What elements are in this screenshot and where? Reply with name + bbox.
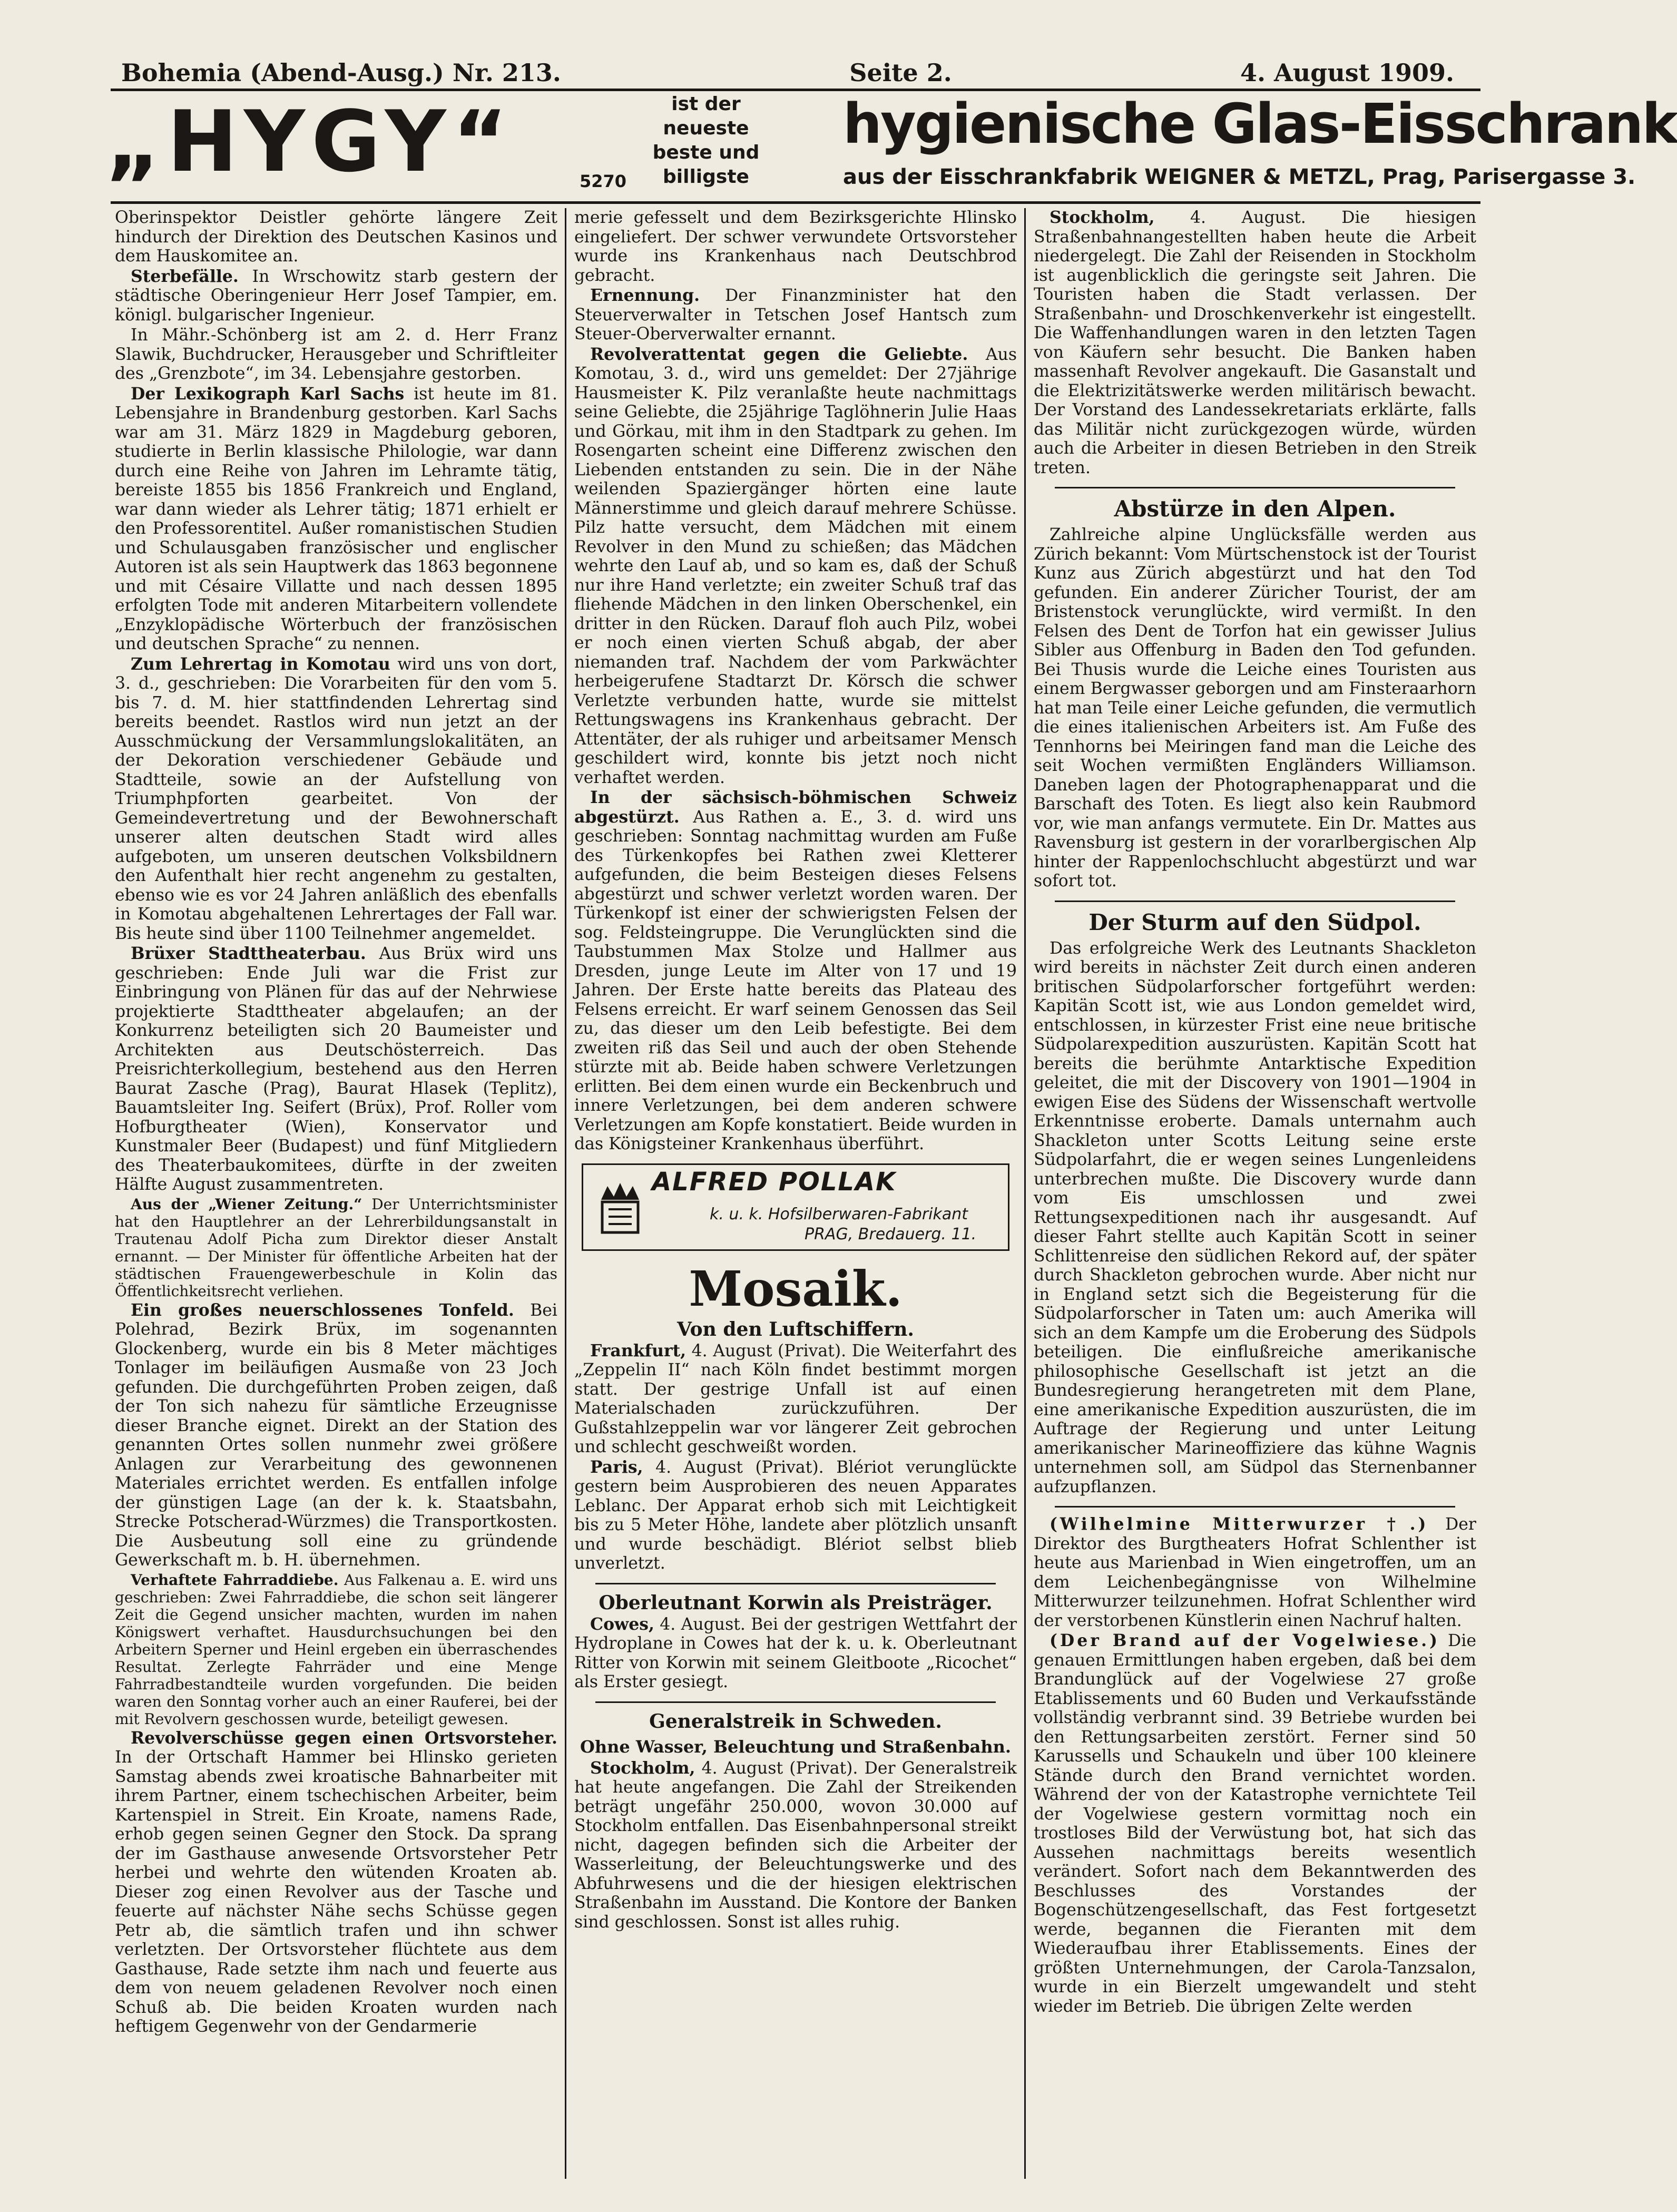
article-kicker: (Wilhelmine Mitterwurzer †.) <box>1050 1514 1429 1534</box>
hygy-subline: aus der Eisschrankfabrik WEIGNER & METZL, Prag, Parisergasse 3. <box>843 165 1636 189</box>
article-sterbefaelle <box>115 267 557 325</box>
article-kicker: Frankfurt, <box>590 1340 687 1361</box>
article-mitterwurzer <box>1034 1515 1476 1630</box>
page-number: Seite 2. <box>849 58 952 87</box>
section-rule <box>1055 901 1455 902</box>
article-body: Aus Brüx wird uns geschrieben: Ende Juli war die Frist zur Einbringung von Plänen für das auf der Nehrwiese projektierte Stadttheater abgelaufen; an der Konkurrenz beteiligten sich 20 Baumeister und Architekten aus Deutschösterreich. Das Preisrichterkollegium, bestehend aus den Herren Baurat Zasche (Prag), Baurat Hlasek (Teplitz), Bauamtsleiter Ing. Seifert (Brüx), Prof. Roller vom Hofburgtheater (Wien), Konservator und Kunstmaler Beer (Budapest) und fünf Mitgliedern des Theaterbaukomitees, dürfte in der zweiten Hälfte August zusammentreten. <box>115 944 558 1194</box>
article-frankfurt <box>574 1342 1017 1457</box>
subheadline-generalstreik: Ohne Wasser, Beleuchtung und Straßenbahn. <box>580 1736 1011 1757</box>
article-kicker: Revolverschüsse gegen einen Ortsvorsteher. <box>131 1728 557 1748</box>
article-fahrraddiebe <box>115 1571 557 1728</box>
article-body: 4. August (Privat). Blériot verunglückte gestern beim Ausprobieren des neuen Apparates Leblanc. Der Apparat erhob sich mit Leichtigkeit bis zu 5 Meter Höhe, landete aber plötzlich unsanft und wurde beschädigt. Blériot selbst blieb unverletzt. <box>574 1457 1017 1573</box>
running-head <box>121 45 1454 87</box>
article-kicker: Aus der „Wiener Zeitung.“ <box>131 1195 362 1213</box>
article-body: 4. August (Privat). Der Generalstreik hat heute angefangen. Die Zahl der Streikenden beträgt ungefähr 250.000, wovon 30.000 auf Stockholm entfallen. Das Eisenbahnpersonal streikt nicht, dagegen befinden sich die Arbeiter der Wasserleitung, der Beleuchtungswerke und des Abfuhrwesens und die der hiesigen elektrischen Straßenbahn im Ausstand. Die Kontore der Banken sind geschlossen. Sonst ist alles ruhig. <box>574 1758 1017 1932</box>
column-separator-1 <box>565 208 566 2179</box>
article-body: Der Unterrichtsminister hat den Hauptlehrer an der Lehrerbildungsanstalt in Trautenau Adolf Picha zum Direktor dieser Anstalt ernannt. — Der Minister für öffentliche Arbeiten hat der städtischen Frauengewerbeschule in Kolin das Öffentlichkeitsrecht verliehen. <box>115 1195 558 1300</box>
section-title-mosaik: Mosaik. <box>689 1260 903 1317</box>
column-2 <box>574 208 1017 2179</box>
article-body: Bei Polehrad, Bezirk Brüx, im sogenannten Glockenberg, wurde ein bis 8 Meter mächtiges Tonlager im beiläufigen Ausmaße von 23 Joch gefunden. Die durchgeführten Proben zeigen, daß der Ton sich nahezu für sämtliche Erzeugnisse dieser Branche eignet. Direkt an der Station des genannten Ortes sollen nunmehr zwei größere Anlagen zur Verarbeitung des gewonnenen Materiales errichtet werden. Es entfallen infolge der günstigen Lage (an der k. k. Staatsbahn, Strecke Potscherad-Würzmes) die Transportkosten. Die Ausbeutung soll eine zu gründende Gewerkschaft m. b. H. übernehmen. <box>115 1300 557 1570</box>
header-rule <box>111 89 1480 91</box>
article-cowes <box>574 1615 1017 1692</box>
article-body: Die genauen Ermittlungen haben ergeben, daß bei dem Brandunglück auf der Vogelwiese 27 große Etablissements und 60 Buden und Verkaufsstände vollständig verbrannt sind. 39 Betriebe wurden bei den Rettungsarbeiten zerstört. Ferner sind 50 Karussells und Schaukeln und über 100 kleinere Stände durch den Brand vernichtet worden. Während der von der Katastrophe vernichtete Teil der Vogelwiese gestern vormittag noch ein trostloses Bild der Verwüstung bot, hat sich das Aussehen nachmittags bereits wesentlich verändert. Sofort nach dem Bekanntwerden des Beschlusses des Vorstandes der Bogenschützengesellschaft, das Fest fortgesetzt werde, begannen die Fieranten mit dem Wiederaufbau ihrer Etablissements. Eines der größten Unternehmungen, der Carola-Tanzsalon, wurde in ein Bierzelt umgewandelt und steht wieder im Betrieb. Die übrigen Zelte werden <box>1034 1631 1477 2016</box>
hygy-advertisement <box>105 92 1677 198</box>
hygy-headline: hygienische Glas-Eisschrank <box>843 92 1677 156</box>
article-paragraph: In Mähr.-Schönberg ist am 2. d. Herr Franz Slawik, Buchdrucker, Herausgeber und Schriftleiter des „Grenzbote“, im 34. Lebensjahre gestorben. <box>115 326 557 383</box>
article-kicker: In der sächsisch-böhmischen Schweiz abgestürzt. <box>574 788 1017 827</box>
article-kicker: Brüxer Stadttheaterbau. <box>131 944 366 963</box>
article-kicker: Sterbefälle. <box>131 266 239 286</box>
headline-generalstreik: Generalstreik in Schweden. <box>649 1710 942 1733</box>
article-kicker: Der Lexikograph Karl Sachs <box>131 384 405 404</box>
pollak-advertisement <box>582 1163 1009 1251</box>
article-alpen: Zahlreiche alpine Unglücksfälle werden aus Zürich bekannt: Vom Mürtschenstock ist der Tourist Kunz aus Zürich abgestürzt und hat den Tod gefunden. Ein anderer Züricher Tourist, der am Bristenstock verunglückte, wird vermißt. In den Felsen des Dent de Torfon hat ein gewisser Julius Sibler aus Offenburg in Baden den Tod gefunden. Bei Thusis wurde die Leiche eines Touristen aus einem Bergwasser geborgen und am Finsteraarhorn hat man Teile einer Leiche gefunden, die vermutlich die eines italienischen Arbeiters ist. Am Fuße des Tennhorns bei Meiringen fand man die Leiche des seit Wochen vermißten Engländers Williamson. Daneben lagen der Photographenapparat und die Barschaft des Toten. Es liegt also kein Raubmord vor, wie man anfangs vermutete. Ein Dr. Mattes aus Ravensburg ist gestern in der vorarlbergischen Alp hinter der Rappenlochschlucht abgestürzt und war sofort tot. <box>1034 525 1476 890</box>
tagline-line-1: ist der <box>671 93 741 115</box>
column-1 <box>115 208 557 2179</box>
section-rule <box>595 1583 996 1584</box>
tagline-line-3: beste und <box>652 142 760 163</box>
column-separator-2 <box>1024 208 1026 2179</box>
headline-suedpol: Der Sturm auf den Südpol. <box>1088 909 1421 935</box>
article-body: wird uns von dort, 3. d., geschrieben: Die Vorarbeiten für den vom 5. bis 7. d. M. hier stattfindenden Lehrertag sind bereits beendet. Rastlos wird nun jetzt an der Ausschmückung der Versammlungslokalitäten, an der Dekoration verschiedener Gebäude und Stadtteile, sowie an der Aufstellung von Triumphpforten gearbeitet. Von der Gemeindevertretung und der Bewohnerschaft unserer alten deutschen Stadt wird alles aufgeboten, um unseren deutschen Volksbildnern den Aufenthalt hier recht angenehm zu gestalten, ebenso wie es vor 24 Jahren anläßlich des ebenfalls in Komotau abgehaltenen Lehrertages der Fall war. Bis heute sind über 1100 Teilnehmer angemeldet. <box>115 654 557 943</box>
article-ernennung <box>574 286 1017 344</box>
article-body: Der Direktor des Burgtheaters Hofrat Schlenther ist heute aus Marienbad in Wien eingetroffen, um an dem Leichenbegängnisse von Wilhelmine Mitterwurzer teilzunehmen. Hofrat Schlenther wird der verstorbenen Künstlerin einen Nachruf halten. <box>1034 1515 1476 1630</box>
article-paris <box>574 1458 1017 1573</box>
headline-alpen: Abstürze in den Alpen. <box>1114 496 1396 522</box>
tagline-line-4: billigste <box>663 166 749 188</box>
article-body: Aus Rathen a. E., 3. d. wird uns geschrieben: Sonntag nachmittag wurden am Fuße des Türkenkopfes bei Rathen zwei Kletterer aufgefunden, die beim Besteigen dieses Felsens abgestürzt und schwer verletzt worden waren. Der Türkenkopf ist einer der schwierigsten Felsen der sog. Feldsteingruppe. Die Verunglückten sind die Taubstummen Max Stolze und Hallmer aus Dresden, junge Leute im Alter von 17 und 19 Jahren. Der Erste hatte bereits das Plateau des Felsens erreicht. Er warf seinem Genossen das Seil zu, das dieser um den Leib befestigte. Bei dem zweiten riß das Seil und auch der oben Stehende stürzte mit ab. Beide haben schwere Verletzungen erlitten. Bei dem einen wurde ein Beckenbruch und innere Verletzungen, bei dem anderen schwere Verletzungen am Kopfe konstatiert. Beide wurden in das Königsteiner Krankenhaus überführt. <box>574 807 1017 1153</box>
article-stadttheater <box>115 944 557 1195</box>
crown-emblem-icon <box>596 1179 644 1237</box>
article-stockholm-streik <box>574 1759 1017 1932</box>
article-tonfeld <box>115 1301 557 1570</box>
article-lehrertag <box>115 655 557 944</box>
article-kicker: Paris, <box>590 1457 643 1477</box>
article-revolverattentat <box>574 345 1017 788</box>
article-wiener-zeitung <box>115 1196 557 1300</box>
article-kicker: Revolverattentat gegen die Geliebte. <box>590 344 968 364</box>
article-paragraph: merie gefesselt und dem Bezirksgerichte Hlinsko eingeliefert. Der schwer verwundete Ortsvorsteher wurde ins Krankenhaus nach Deutschbrod gebracht. <box>574 208 1017 285</box>
headline-luftschiffer: Von den Luftschiffern. <box>677 1318 914 1340</box>
issue-date: 4. August 1909. <box>1240 58 1454 87</box>
hygy-headline-block <box>843 92 1677 189</box>
article-body: 4. August (Privat). Die Weiterfahrt des „Zeppelin II“ nach Köln findet bestimmt morgen statt. Der gestrige Unfall ist auf einen Materialschaden zurückzuführen. Der Gußstahlzeppelin war vor längerer Zeit gebrochen und schlecht geschweißt worden. <box>574 1341 1017 1456</box>
advert-rule <box>111 201 1480 204</box>
section-rule <box>1055 487 1455 488</box>
section-rule <box>1055 1506 1455 1508</box>
article-body: In der Ortschaft Hammer bei Hlinsko gerieten Samstag abends zwei kroatische Bahnarbeiter mit ihrem Partner, einem tschechischen Arbeiter, beim Kartenspiel in Streit. Ein Kroate, namens Rade, erhob gegen seinen Gegner den Stock. Da sprang der im Gasthause anwesende Ortsvorsteher Petr herbei und wehrte den wütenden Kroaten ab. Dieser zog einen Revolver aus der Tasche und feuerte auf nächster Nähe sechs Schüsse gegen Petr ab, die sämtlich trafen und ihn schwer verletzten. Der Ortsvorsteher flüchtete aus dem Gasthause, Rade setzte ihm nach und feuerte aus dem von neuem geladenen Revolver noch einen Schuß ab. Die beiden Kroaten wurden nach heftigem Gegenwehr von der Gendarmerie <box>115 1748 557 2036</box>
article-suedpol: Das erfolgreiche Werk des Leutnants Shackleton wird bereits in nächster Zeit durch einen anderen britischen Südpolarforscher fortgeführt werden: Kapitän Scott ist, wie aus London gemeldet wird, entschlossen, in kürzester Frist eine neue britische Südpolarexpedition auszurüsten. Kapitän Scott hat bereits die berühmte Antarktische Expedition geleitet, die mit der Discovery von 1901—1904 in ewigen Eise des Südens der Wissenschaft wertvolle Erkenntnisse eroberte. Damals unternahm auch Shackleton unter Scotts Leitung seine erste Südpolarfahrt, die er wegen seines Lungenleidens unterbrechen mußte. Die Discovery wurde dann vom Eis umschlossen und zwei Rettungsexpeditionen nach ihr ausgesandt. Auf dieser Fahrt stellte auch Kapitän Scott in seiner Schlittenreise den südlichen Rekord auf, der später durch Shackleton gebrochen wurde. Aber nicht nur in England setzt sich die Begeisterung für die Südpolarforscher in Taten um: auch Amerika will sich an dem Kampfe um die Eroberung des Südpols beteiligen. Die einflußreiche amerikanische philosophische Gesellschaft ist jetzt an die Bundesregierung herangetreten mit dem Plane, eine amerikanische Expedition auszurüsten, die im Auftrage der Regierung und unter Leitung amerikanischer Marineoffiziere das kühne Wagnis unternehmen soll, am Südpol das Sternenbanner aufzupflanzen. <box>1034 938 1476 1496</box>
hygy-tagline <box>580 92 832 189</box>
article-saechsische-schweiz <box>574 788 1017 1154</box>
section-rule <box>595 1701 996 1703</box>
article-lexikograph <box>115 385 557 654</box>
article-body: Der Finanzminister hat den Steuerverwalter in Tetschen Josef Hantsch zum Steuer-Oberverwalter ernannt. <box>574 286 1017 344</box>
headline-korwin: Oberleutnant Korwin als Preisträger. <box>599 1591 993 1614</box>
article-kicker: Ein großes neuerschlossenes Tonfeld. <box>131 1300 514 1320</box>
article-kicker: Cowes, <box>590 1614 654 1634</box>
article-body: ist heute im 81. Lebensjahre in Brandenburg gestorben. Karl Sachs war am 31. März 1829 in Magdeburg geboren, studierte in Berlin klassische Philologie, war dann durch eine Reihe von Jahren im Lehramte tätig, bereiste 1855 bis 1856 Frankreich und England, war dann wieder als Lehrer tätig; 1871 erhielt er den Professorentitel. Außer romanistischen Studien und Schulausgaben französischer und englischer Autoren ist als sein Hauptwerk das 1863 begonnene und mit Césaire Villatte und nach dessen 1895 erfolgten Tode mit anderen Mitarbeitern vollendete „Enzyklopädische Wörterbuch der französischen und deutschen Sprache“ zu nennen. <box>115 384 557 653</box>
column-3 <box>1034 208 1476 2179</box>
article-body: In Wrschowitz starb gestern der städtische Oberingenieur Herr Josef Tampier, em. königl. bulgarischer Ingenieur. <box>115 267 558 325</box>
ad-number: 5270 <box>580 171 627 191</box>
article-revolverschuesse <box>115 1729 557 2037</box>
article-body: 4. August. Die hiesigen Straßenbahnangestellten haben heute die Arbeit niedergelegt. Die Zahl der Reisenden in Stockholm ist augenblicklich die geringste seit Jahren. Die Touristen haben die Stadt verlassen. Der Straßenbahn- und Droschkenverkehr ist eingestellt. Die Waffenhandlungen waren in den letzten Tagen von Käufern sehr besucht. Die Banken haben massenhaft Revolver angekauft. Die Gasanstalt und die Elektrizitätswerke werden militärisch bewacht. Der Vorstand des Landessekretariats erklärte, falls das Militär nicht zurückgezogen würde, würden auch die Arbeiter in diesen Betrieben in den Streik treten. <box>1034 208 1476 477</box>
advertiser-title: k. u. k. Hofsilberwaren-Fabrikant <box>710 1205 968 1224</box>
issue-label: Bohemia (Abend-Ausg.) Nr. 213. <box>121 58 561 87</box>
article-kicker: Ernennung. <box>590 286 700 305</box>
article-kicker: Stockholm, <box>590 1758 695 1778</box>
advertiser-address: PRAG, Bredauerg. 11. <box>805 1225 977 1244</box>
tagline-line-2: neueste <box>663 118 749 139</box>
hygy-brand: „HYGY“ <box>105 92 514 191</box>
article-kicker: Verhaftete Fahrraddiebe. <box>131 1571 339 1589</box>
article-body: Aus Falkenau a. E. wird uns geschrieben: Zwei Fahrraddiebe, die schon seit längerer Zeit die Gegend unsicher machten, wurden im nahen Königswert verhaftet. Hausdurchsuchungen bei den Arbeitern Sperner und Heinl ergeben ein überraschendes Resultat. Zerlegte Fahrräder und eine Menge Fahrradbestandteile wurden vorgefunden. Die beiden waren den Sonntag vorher auch an einer Rauferei, bei der mit Revolvern geschossen wurde, beteiligt gewesen. <box>115 1571 557 1728</box>
article-stockholm <box>1034 208 1476 477</box>
article-kicker: Stockholm, <box>1050 208 1155 227</box>
article-kicker: (Der Brand auf der Vogelwiese.) <box>1050 1631 1440 1650</box>
article-kicker: Zum Lehrertag in Komotau <box>131 654 390 674</box>
article-vogelwiese <box>1034 1631 1476 2016</box>
article-body: 4. August. Bei der gestrigen Wettfahrt der Hydroplane in Cowes hat der k. u. k. Oberleutnant Ritter von Korwin mit seinem Gleitboote „Ricochet“ als Erster gesiegt. <box>574 1614 1017 1691</box>
article-body: Aus Komotau, 3. d., wird uns gemeldet: Der 27jährige Hausmeister K. Pilz veranlaßte heute nachmittags seine Geliebte, die 25jährige Taglöhnerin Julie Haas und Görkau, mit ihm in den Stadtpark zu gehen. Im Rosengarten scheint eine Differenz zwischen den Liebenden entstanden zu sein. Die in der Nähe weilenden Spaziergänger hörten eine laute Männerstimme und gleich darauf mehrere Schüsse. Pilz hatte versucht, dem Mädchen mit einem Revolver in den Mund zu schießen; das Mädchen wehrte den Lauf ab, und so kam es, daß der Schuß nur ihre Hand verletzte; ein zweiter Schuß traf das fliehende Mädchen in den linken Oberschenkel, ein dritter in den Rücken. Darauf floh auch Pilz, wobei er noch einen vierten Schuß abgab, der aber niemanden traf. Nachdem der vom Parkwächter herbeigerufene Stadtarzt Dr. Körsch die schwer Verletzte verbunden hatte, wurde sie mittelst Rettungswagens ins Krankenhaus gebracht. Der Attentäter, der als ruhiger und arbeitsamer Mensch geschildert wird, konnte bis jetzt noch nicht verhaftet werden. <box>574 345 1017 787</box>
advertiser-name: ALFRED POLLAK <box>652 1167 897 1197</box>
article-paragraph: Oberinspektor Deistler gehörte längere Zeit hindurch der Direktion des Deutschen Kasinos und dem Hauskomitee an. <box>115 208 557 266</box>
